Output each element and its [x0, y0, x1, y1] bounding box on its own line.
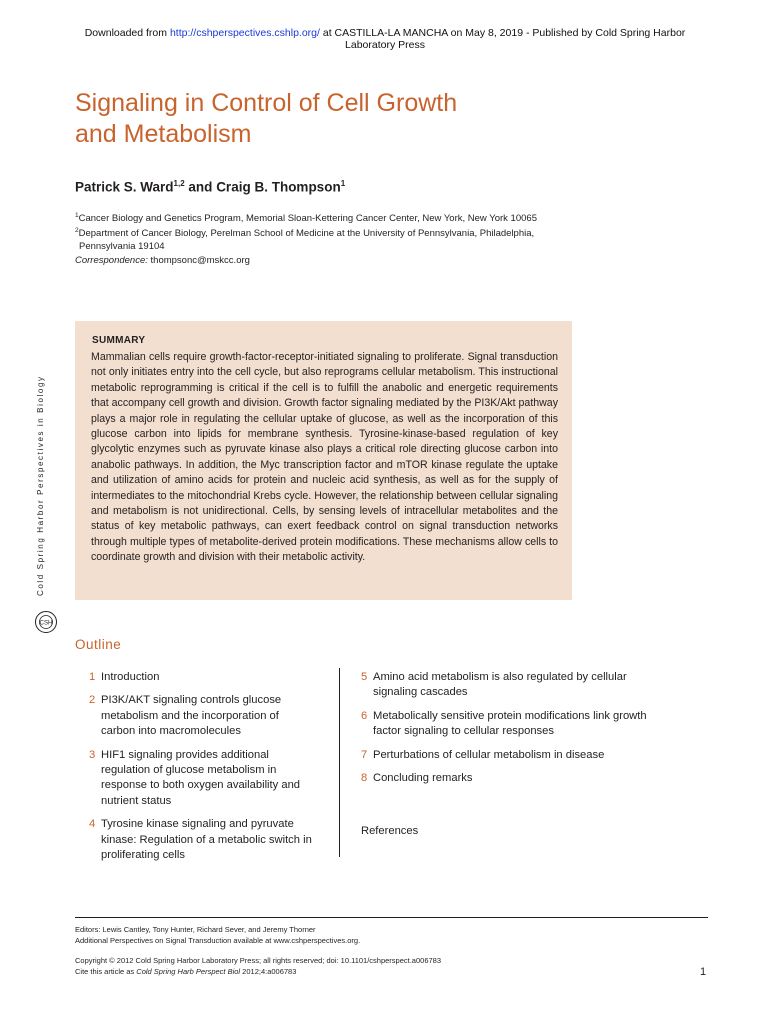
footer-additional: Additional Perspectives on Signal Transduction available at www.cshperspectives.org.	[75, 936, 361, 945]
outline-item-title: HIF1 signaling provides additional regulation of glucose metabolism in response to both oxygen availability and nutrient status	[101, 748, 301, 807]
citation-prefix: Cite this article as	[75, 967, 137, 976]
citation-journal: Cold Spring Harb Perspect Biol	[136, 967, 241, 976]
references-link[interactable]: References	[361, 825, 419, 837]
outline-left-column	[89, 670, 314, 863]
footer-editors: Editors: Lewis Cantley, Tony Hunter, Richard Sever, and Jeremy Thorner	[75, 925, 316, 934]
author-1: Patrick S. Ward	[75, 179, 174, 195]
logo-text: CSH	[39, 620, 53, 627]
outline-divider	[339, 668, 340, 857]
author-2: Craig B. Thompson	[216, 179, 341, 195]
affiliation-1	[75, 209, 675, 225]
journal-side-label: Cold Spring Harbor Perspectives in Biology	[36, 375, 45, 596]
outline-item-title: Introduction	[101, 671, 160, 683]
download-banner	[60, 27, 710, 51]
author-2-affil: 1	[340, 179, 346, 188]
banner-prefix: Downloaded from	[84, 27, 170, 39]
correspondence-label: Correspondence:	[75, 255, 148, 266]
author-1-affil: 1,2	[173, 179, 185, 188]
outline-item-title: PI3K/AKT signaling controls glucose metabolism and the incorporation of carbon into macromolecules	[101, 694, 282, 738]
affiliation-2	[75, 224, 575, 253]
cshl-logo-icon	[35, 611, 57, 633]
summary-text: Mammalian cells require growth-factor-receptor-initiated signaling to proliferate. Signal transduction not only initiates entry into the cell cycle, but also reprograms cellular metabolism. This instructional metabolic reprogramming is critical if the cell is to fulfill the anabolic and energetic requirements that accompany cell growth and division. Growth factor signaling mediated by the PI3K/Akt pathway plays a major role in regulating the cellular uptake of glucose, as well as the incorporation of this glucose carbon into lipids for membrane synthesis. Tyrosine-kinase-based regulation of key glycolytic enzymes such as pyruvate kinase also plays a critical role directing glucose carbon into anabolic pathways. In addition, the Myc transcription factor and mTOR kinase regulate the uptake and utilization of amino acids for protein and nucleic acid synthesis, as well as for the supply of intermediates to the mitochondrial Krebs cycle. However, the relationship between cellular signaling and metabolism is not unidirectional. Cells, by sensing levels of intracellular metabolites and the status of key metabolic pathways, can exert feedback control on signal transduction networks through multiple types of metabolite-derived protein modifications. These mechanisms allow cells to coordinate growth and division with their metabolic activity.	[91, 351, 558, 564]
outline-item-number: 6	[361, 709, 368, 722]
affiliation-1-text: Cancer Biology and Genetics Program, Memorial Sloan-Kettering Cancer Center, New York, New York 10065	[78, 213, 537, 225]
title-line2: and Metabolism	[75, 120, 252, 148]
affiliation-2-mark: 2	[75, 227, 79, 234]
outline-item-number: 7	[361, 748, 368, 761]
outline-item-title: Concluding remarks	[373, 772, 473, 785]
outline-item[interactable]	[89, 670, 314, 685]
outline-item-title: Amino acid metabolism is also regulated by cellular signaling cascades	[373, 671, 627, 699]
outline-item[interactable]	[361, 709, 661, 740]
affiliation-2-line2: Pennsylvania 19104	[79, 241, 165, 253]
outline-item-title: Perturbations of cellular metabolism in disease	[373, 748, 605, 761]
outline-heading: Outline	[75, 637, 122, 652]
footer-citation	[75, 967, 296, 977]
correspondence-email[interactable]: thompsonc@mskcc.org	[147, 255, 250, 266]
article-title	[75, 88, 635, 150]
outline-item-title: Metabolically sensitive protein modifications link growth factor signaling to cellular responses	[373, 709, 647, 738]
title-line1: Signaling in Control of Cell Growth	[75, 89, 458, 117]
banner-link[interactable]: http://cshperspectives.cshlp.org/	[169, 27, 320, 39]
page-number: 1	[700, 966, 707, 978]
outline-item[interactable]	[89, 817, 314, 863]
banner-line2: Laboratory Press	[345, 39, 425, 51]
outline-item-title: Tyrosine kinase signaling and pyruvate kinase: Regulation of a metabolic switch in proliferating cells	[101, 818, 312, 862]
footer-rule	[75, 917, 708, 918]
summary-heading: SUMMARY	[92, 335, 146, 346]
outline-item-number: 8	[361, 772, 368, 785]
outline-item-number: 3	[89, 748, 96, 761]
outline-item-number: 2	[89, 694, 96, 707]
author-list	[75, 179, 345, 195]
outline-item-number: 4	[89, 818, 96, 831]
outline-item[interactable]	[361, 670, 661, 701]
outline-item-number: 1	[89, 671, 96, 683]
footer-copyright: Copyright © 2012 Cold Spring Harbor Laboratory Press; all rights reserved; doi: 10.1101/cshperspect.a006783	[75, 956, 442, 965]
author-joiner: and	[184, 179, 217, 195]
outline-item[interactable]	[89, 693, 314, 739]
outline-item[interactable]	[89, 748, 314, 810]
outline-right-column	[361, 670, 661, 786]
correspondence	[75, 254, 250, 267]
affiliation-2-line1: Department of Cancer Biology, Perelman School of Medicine at the University of Pennsylvania, Philadelphia,	[78, 228, 535, 240]
outline-item[interactable]	[361, 748, 661, 763]
outline-item-number: 5	[361, 671, 368, 683]
outline-item[interactable]	[361, 771, 661, 786]
affiliation-1-mark: 1	[75, 212, 79, 219]
banner-suffix: at CASTILLA-LA MANCHA on May 8, 2019 - Published by Cold Spring Harbor	[319, 27, 686, 39]
citation-suffix: 2012;4:a006783	[240, 967, 297, 976]
